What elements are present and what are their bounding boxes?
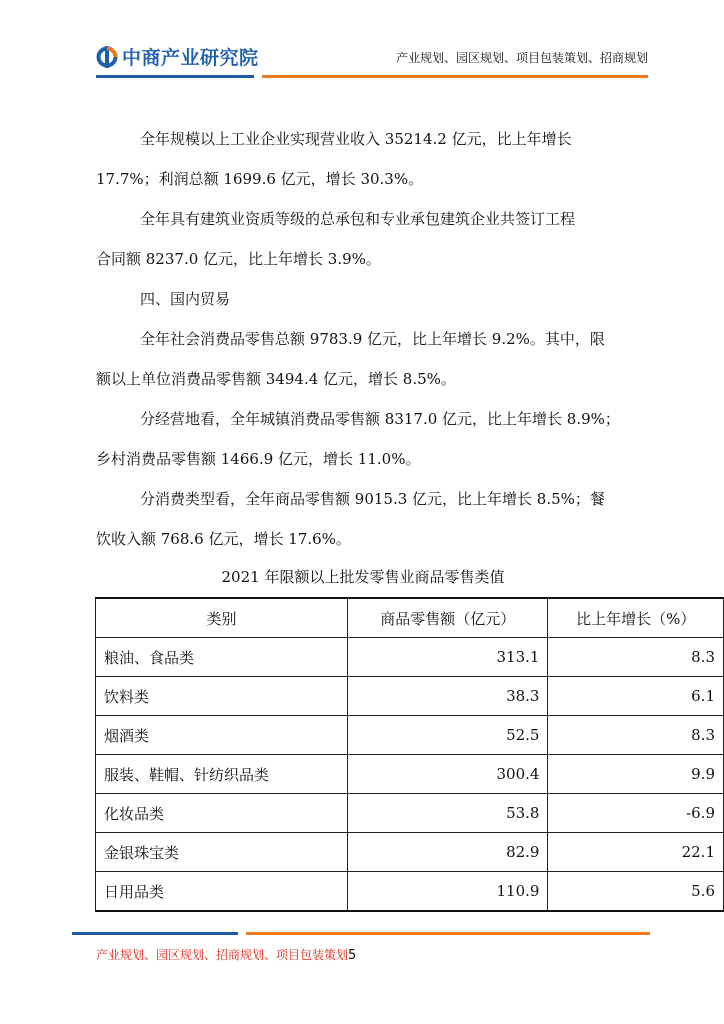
table-row [96,833,724,872]
paragraph-line: 分经营地看，全年城镇消费品零售额 8317.0 亿元，比上年增长 8.9%； [140,410,620,428]
page-footer [96,946,356,963]
paragraph-line: 全年规模以上工业企业实现营业收入 35214.2 亿元，比上年增长 [140,130,572,148]
table-cell: -6.9 [548,794,724,833]
paragraph-retail-total [96,319,648,399]
company-logo [96,43,259,70]
table-cell: 金银珠宝类 [96,833,348,872]
table-cell: 饮料类 [96,677,348,716]
table-cell: 313.1 [348,638,548,677]
table-row [96,638,724,677]
paragraph-construction [96,199,648,279]
header-tagline: 产业规划、园区规划、项目包装策划、招商规划 [395,51,648,65]
table-row [96,794,724,833]
column-header: 类别 [96,598,348,638]
table-cell: 38.3 [348,677,548,716]
column-header: 商品零售额（亿元） [348,598,548,638]
table-cell: 8.3 [548,638,724,677]
table-cell: 52.5 [348,716,548,755]
section-heading: 四、国内贸易 [140,290,231,308]
table-cell: 110.9 [348,872,548,912]
footer-rule-orange [246,932,650,935]
paragraph-line: 合同额 8237.0 亿元，比上年增长 3.9%。 [96,250,381,268]
paragraph-line: 乡村消费品零售额 1466.9 亿元，增长 11.0%。 [96,450,421,468]
retail-category-table [95,597,724,912]
section-heading-domestic-trade [96,279,648,319]
table-cell: 粮油、食品类 [96,638,348,677]
table-row [96,872,724,912]
table-header-row [96,598,724,638]
table-row [96,755,724,794]
table-cell: 22.1 [548,833,724,872]
logo-text: 中商产业研究院 [122,47,259,69]
page-number: 5 [348,948,357,963]
paragraph-consumption-type [96,479,648,559]
paragraph-line: 17.7%；利润总额 1699.6 亿元，增长 30.3%。 [96,170,424,188]
paragraph-line: 全年具有建筑业资质等级的总承包和专业承包建筑企业共签订工程 [140,210,576,228]
table-caption: 2021 年限额以上批发零售业商品零售类值 [221,568,505,586]
table-cell: 日用品类 [96,872,348,912]
table-cell: 300.4 [348,755,548,794]
table-cell: 82.9 [348,833,548,872]
table-cell: 5.6 [548,872,724,912]
footer-rule-blue [72,932,238,935]
paragraph-industry [96,119,648,199]
paragraph-line: 饮收入额 768.6 亿元，增长 17.6%。 [96,530,351,548]
paragraph-urban-rural [96,399,648,479]
table-cell: 9.9 [548,755,724,794]
header-rule-orange [262,75,648,78]
paragraph-line: 全年社会消费品零售总额 9783.9 亿元，比上年增长 9.2%。其中，限 [140,330,605,348]
logo-mark-icon [96,46,118,68]
table-row [96,677,724,716]
footer-tagline: 产业规划、园区规划、招商规划、项目包装策划 [96,948,349,962]
table-cell: 烟酒类 [96,716,348,755]
table-cell: 化妆品类 [96,794,348,833]
table-cell: 8.3 [548,716,724,755]
table-cell: 53.8 [348,794,548,833]
table-cell: 服装、鞋帽、针纺织品类 [96,755,348,794]
column-header: 比上年增长（%） [548,598,724,638]
paragraph-line: 分消费类型看，全年商品零售额 9015.3 亿元，比上年增长 8.5%；餐 [140,490,605,508]
table-row [96,716,724,755]
table-cell: 6.1 [548,677,724,716]
paragraph-line: 额以上单位消费品零售额 3494.4 亿元，增长 8.5%。 [96,370,456,388]
header-rule-blue [96,75,254,78]
